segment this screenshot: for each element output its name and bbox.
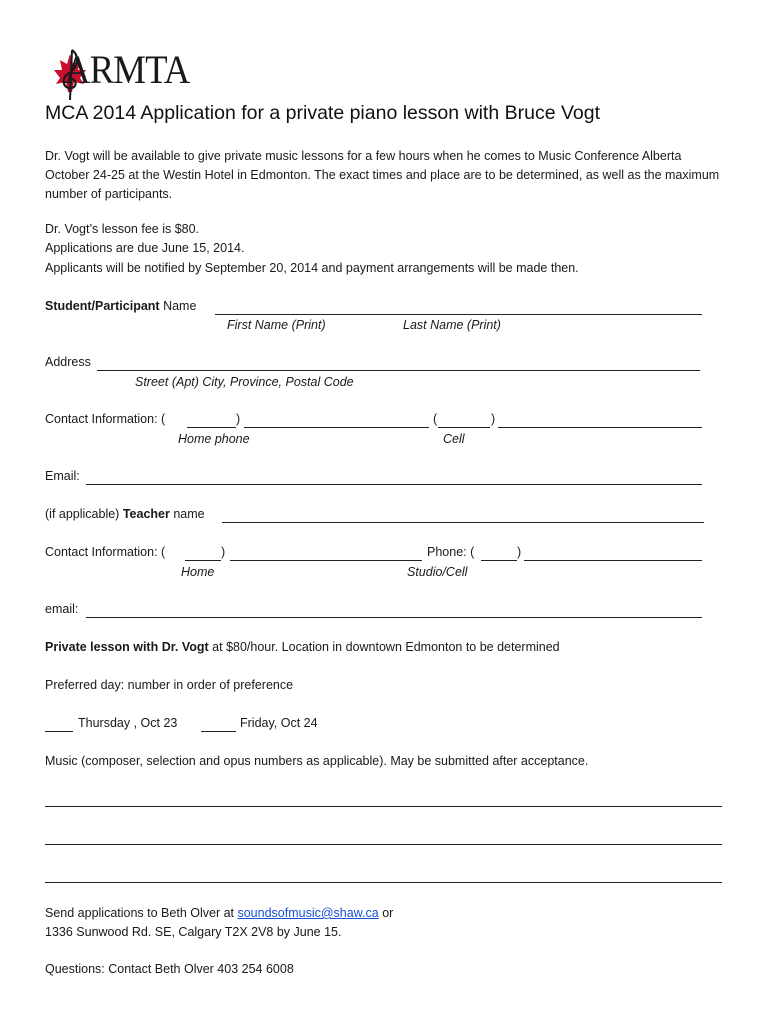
teacher-contact-label: Contact Information: ( xyxy=(45,545,166,559)
preferred-day-text: Preferred day: number in order of preference xyxy=(45,678,294,692)
send-text: Send applications to Beth Olver at soundsofmusic@shaw.ca or xyxy=(45,906,394,920)
paren-close: ) xyxy=(236,412,241,426)
teacher-email-label: email: xyxy=(45,602,79,616)
email-line[interactable] xyxy=(86,484,702,485)
cell-caption: Cell xyxy=(443,432,465,446)
teacher-name-line[interactable] xyxy=(222,522,704,523)
teacher-home-phone-line[interactable] xyxy=(230,560,422,561)
music-text: Music (composer, selection and opus numbers as applicable). May be submitted after acceptance. xyxy=(45,754,589,768)
fee-text: Dr. Vogt’s lesson fee is $80. xyxy=(45,222,200,236)
first-name-caption: First Name (Print) xyxy=(227,318,326,332)
thursday-label: Thursday , Oct 23 xyxy=(78,716,178,730)
last-name-caption: Last Name (Print) xyxy=(403,318,501,332)
thursday-rank-line[interactable] xyxy=(45,731,73,732)
student-name-label: Student/Participant Name xyxy=(45,299,197,313)
address-label: Address xyxy=(45,355,91,369)
music-line-2[interactable] xyxy=(45,844,722,845)
address-line[interactable] xyxy=(97,370,700,371)
teacher-studio-caption: Studio/Cell xyxy=(407,565,468,579)
email-label: Email: xyxy=(45,469,80,483)
friday-label: Friday, Oct 24 xyxy=(240,716,318,730)
teacher-studio-phone-line[interactable] xyxy=(524,560,702,561)
page-title: MCA 2014 Application for a private piano lesson with Bruce Vogt xyxy=(45,102,600,124)
music-line-3[interactable] xyxy=(45,882,722,883)
teacher-paren-close: ) xyxy=(221,545,226,559)
mailing-address: 1336 Sunwood Rd. SE, Calgary T2X 2V8 by June 15. xyxy=(45,925,342,939)
home-area-code-line[interactable] xyxy=(187,427,236,428)
notified-text: Applicants will be notified by September 20, 2014 and payment arrangements will be made then. xyxy=(45,261,579,275)
friday-rank-line[interactable] xyxy=(201,731,236,732)
teacher-home-caption: Home xyxy=(181,565,215,579)
student-name-line[interactable] xyxy=(215,314,702,315)
cell-paren-open: ( xyxy=(433,412,438,426)
music-line-1[interactable] xyxy=(45,806,722,807)
cell-phone-line[interactable] xyxy=(498,427,702,428)
teacher-phone-label: Phone: ( xyxy=(427,545,475,559)
cell-paren-close: ) xyxy=(491,412,496,426)
due-text: Applications are due June 15, 2014. xyxy=(45,241,245,255)
teacher-phone-close: ) xyxy=(517,545,522,559)
teacher-studio-area-code-line[interactable] xyxy=(481,560,517,561)
logo-text: ARMTA xyxy=(64,47,190,92)
home-phone-caption: Home phone xyxy=(178,432,250,446)
address-caption: Street (Apt) City, Province, Postal Code xyxy=(135,375,354,389)
questions-text: Questions: Contact Beth Olver 403 254 6008 xyxy=(45,962,294,976)
teacher-email-line[interactable] xyxy=(86,617,702,618)
lesson-text: Private lesson with Dr. Vogt at $80/hour. Location in downtown Edmonton to be determined xyxy=(45,640,560,654)
email-link[interactable]: soundsofmusic@shaw.ca xyxy=(237,906,379,920)
intro-paragraph: Dr. Vogt will be available to give private music lessons for a few hours when he comes to Music Conference Alberta October 24-25 at the Westin Hotel in Edmonton. The exact times and place are to be determined, as well as the maximum number of participants. xyxy=(45,149,720,201)
teacher-name-label: (if applicable) Teacher name xyxy=(45,507,205,521)
armta-logo xyxy=(50,44,190,100)
cell-area-code-line[interactable] xyxy=(438,427,490,428)
home-phone-line[interactable] xyxy=(244,427,429,428)
contact-label: Contact Information: ( xyxy=(45,412,166,426)
teacher-home-area-code-line[interactable] xyxy=(185,560,221,561)
